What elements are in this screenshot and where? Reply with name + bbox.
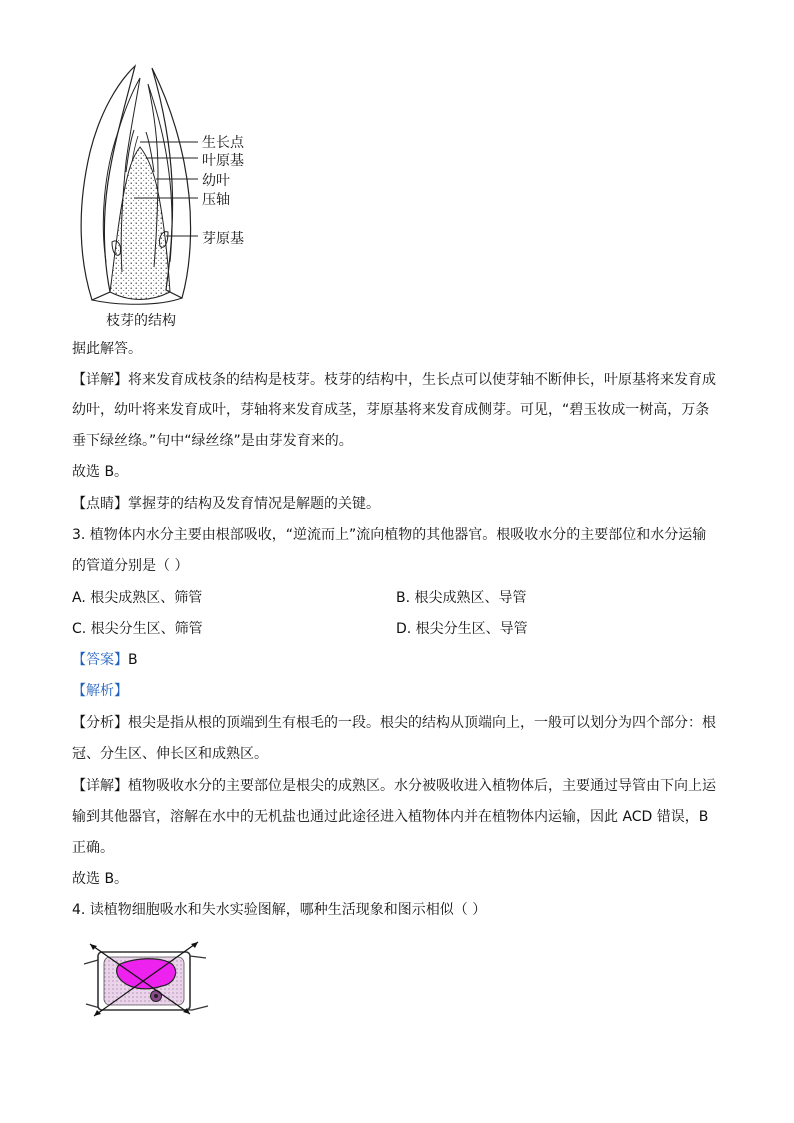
detail-line: 输到其他器官，溶解在水中的无机盐也通过此途径进入植物体内并在植物体内运输，因此 ACD 错误，B	[72, 809, 709, 825]
label-leaf-primordium: 叶原基	[202, 153, 244, 169]
option-d: D. 根尖分生区、导管	[396, 621, 528, 637]
figure-caption: 枝芽的结构	[106, 313, 176, 329]
detail-line: 正确。	[72, 840, 114, 856]
answer-value: B	[128, 652, 138, 668]
question-3-stem: 的管道分别是（ ）	[72, 558, 189, 574]
answer-line	[72, 650, 138, 670]
choose-line: 故选 B。	[72, 871, 129, 887]
detail-text: 植物吸收水分的主要部位是根尖的成熟区。水分被吸收进入植物体后，主要通过导管由下向上运	[128, 778, 716, 794]
option-b: B. 根尖成熟区、导管	[396, 590, 527, 606]
plant-cell-drawing	[80, 936, 210, 1020]
label-bud-primordium: 芽原基	[202, 231, 244, 247]
choose-line: 故选 B。	[72, 464, 129, 480]
fenxi-line	[72, 713, 716, 733]
fenxi-line: 冠、分生区、伸长区和成熟区。	[72, 746, 268, 762]
fenxi-tag: 【分析】	[72, 715, 128, 731]
bud-structure-figure	[70, 62, 260, 307]
detail-paragraph-line: 幼叶，幼叶将来发育成叶，芽轴将来发育成茎，芽原基将来发育成侧芽。可见，“碧玉妆成一树高，万条	[72, 402, 710, 418]
key-point-line	[72, 494, 380, 514]
bud-structure-drawing	[70, 62, 260, 307]
fenxi-text: 根尖是指从根的顶端到生有根毛的一段。根尖的结构从顶端向上，一般可以划分为四个部分：根	[128, 715, 716, 731]
question-4-stem: 4. 读植物细胞吸水和失水实验图解，哪种生活现象和图示相似（ ）	[72, 902, 487, 918]
question-3-stem: 3. 植物体内水分主要由根部吸收，“逆流而上”流向植物的其他器官。根吸收水分的主要部位和水分运输	[72, 527, 707, 543]
key-point-tag: 【点睛】	[72, 496, 128, 512]
detail-paragraph-line: 垂下绿丝绦。”句中“绿丝绦”是由芽发育来的。	[72, 433, 353, 449]
option-c: C. 根尖分生区、筛管	[72, 621, 203, 637]
option-a: A. 根尖成熟区、筛管	[72, 590, 203, 606]
detail-tag: 【详解】	[72, 372, 128, 388]
analysis-tag: 【解析】	[72, 683, 128, 699]
label-growth-point: 生长点	[202, 135, 244, 151]
plant-cell-figure	[80, 936, 210, 1020]
detail-tag: 【详解】	[72, 778, 128, 794]
detail-paragraph-line	[72, 370, 716, 390]
key-point-text: 掌握芽的结构及发育情况是解题的关键。	[128, 496, 380, 512]
detail-text: 将来发育成枝条的结构是枝芽。枝芽的结构中，生长点可以使芽轴不断伸长，叶原基将来发育成	[128, 372, 716, 388]
detail-line	[72, 776, 716, 796]
label-bud-axis: 压轴	[202, 192, 230, 208]
text-line: 据此解答。	[72, 341, 142, 357]
answer-tag: 【答案】	[72, 652, 128, 668]
label-young-leaf: 幼叶	[202, 173, 230, 189]
